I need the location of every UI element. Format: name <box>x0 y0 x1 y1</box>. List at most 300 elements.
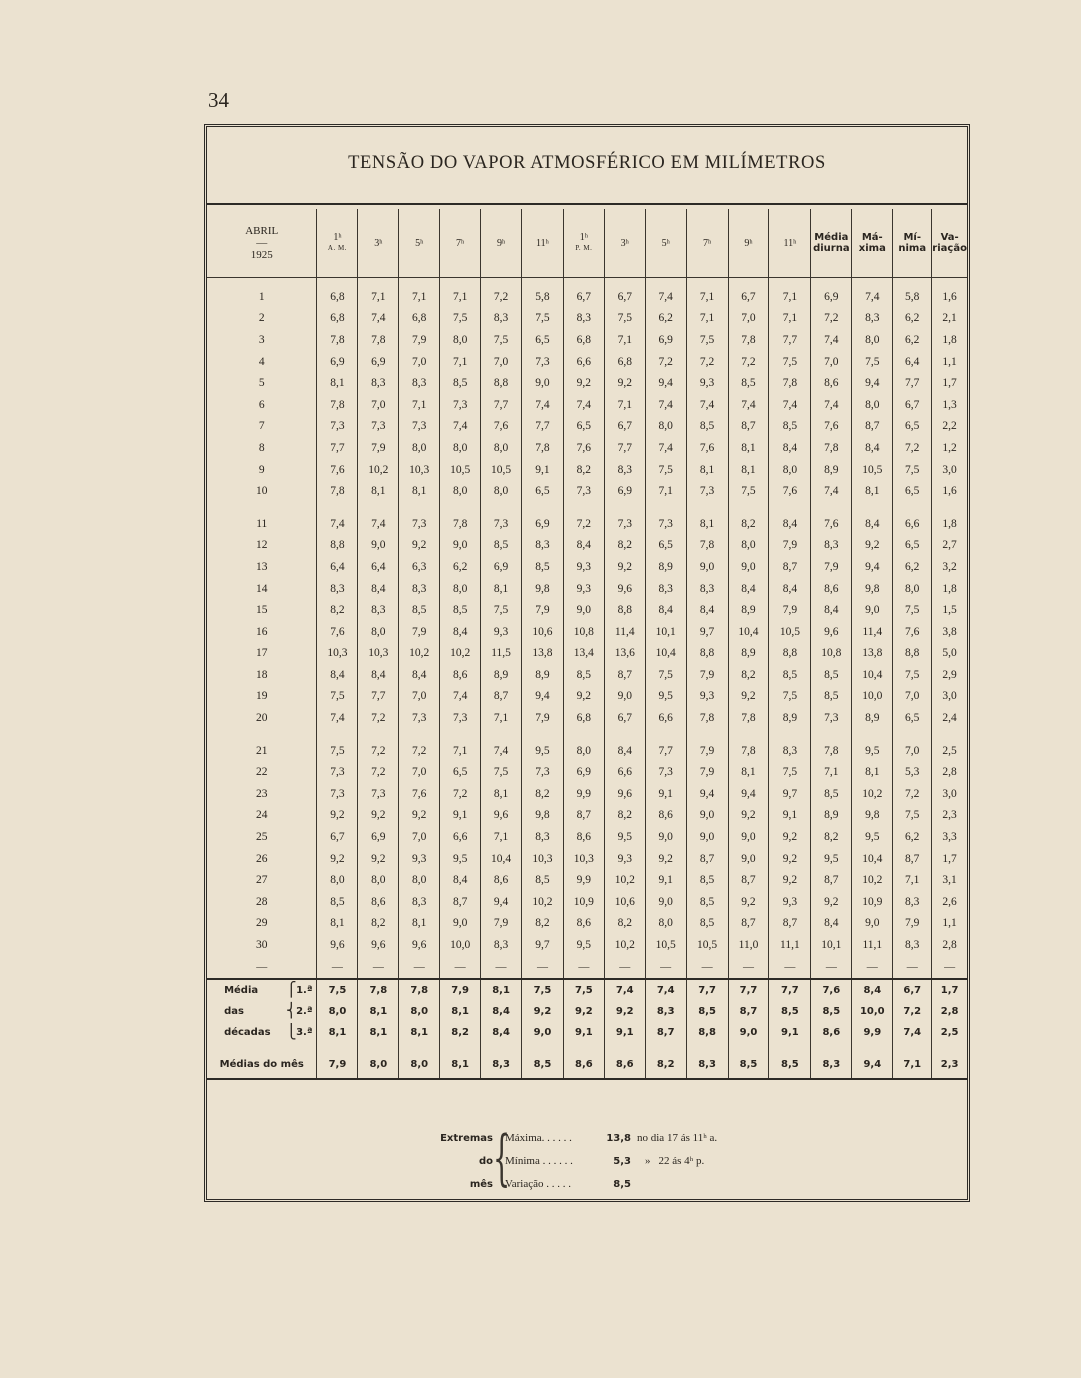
table-cell: 7,9 <box>769 535 811 557</box>
day-number: 25 <box>255 831 268 844</box>
spacer-cell <box>852 1043 893 1052</box>
table-cell: 8,0 <box>728 535 769 557</box>
table-cell: 9,9 <box>563 783 604 805</box>
spacer-cell <box>645 729 686 740</box>
extreme-variation-value: 8,5 <box>613 1179 631 1190</box>
table-cell: 9,1 <box>522 459 564 481</box>
table-cell: 6,5 <box>893 707 932 729</box>
table-cell: 7,2 <box>893 783 932 805</box>
table-cell: 7,5 <box>769 686 811 708</box>
table-cell: 8,7 <box>811 869 852 891</box>
table-cell: 8,0 <box>317 869 358 891</box>
stat-header-3 <box>893 209 932 278</box>
table-cell: 9,2 <box>317 805 358 827</box>
day-number: 9 <box>258 463 265 476</box>
table-cell: 7,2 <box>645 351 686 373</box>
table-row <box>207 869 967 891</box>
table-cell: 9,0 <box>645 826 686 848</box>
spacer-cell <box>728 729 769 740</box>
table-cell: 8,1 <box>481 783 522 805</box>
table-cell: 9,0 <box>852 599 893 621</box>
table-cell: 7,1 <box>481 707 522 729</box>
table-cell: 9,5 <box>852 826 893 848</box>
hour-header-1 <box>317 209 358 278</box>
table-row <box>207 513 967 535</box>
table-cell: 5,8 <box>522 286 564 308</box>
table-cell: 8,1 <box>440 1001 481 1022</box>
table-cell: 8,5 <box>811 664 852 686</box>
table-cell: 1,7 <box>932 979 967 1001</box>
table-cell: 9,1 <box>440 805 481 827</box>
table-cell: 8,6 <box>811 1022 852 1043</box>
table-cell: 6,8 <box>563 329 604 351</box>
dash-cell: — <box>399 956 440 979</box>
table-cell: 8,5 <box>686 1001 728 1022</box>
decade-ordinal: 3.ª <box>296 1026 313 1038</box>
table-cell: 7,2 <box>811 308 852 330</box>
table-cell: 9,0 <box>522 372 564 394</box>
brace-icon: { <box>493 1123 511 1193</box>
table-cell: 10,4 <box>852 664 893 686</box>
table-cell: 6,2 <box>893 556 932 578</box>
dash-cell: — <box>256 960 268 973</box>
table-cell: 8,7 <box>769 913 811 935</box>
table-cell: 7,8 <box>399 979 440 1001</box>
table-cell: 9,3 <box>686 372 728 394</box>
table-cell: 13,8 <box>522 643 564 665</box>
table-cell: 7,4 <box>604 979 645 1001</box>
table-cell: 8,5 <box>440 599 481 621</box>
table-cell: 7,8 <box>317 329 358 351</box>
spacer-cell <box>358 278 399 287</box>
day-number: 19 <box>255 690 268 703</box>
table-cell: 9,2 <box>811 891 852 913</box>
table-cell: 8,3 <box>811 535 852 557</box>
table-cell: 9,4 <box>686 783 728 805</box>
table-cell: 7,0 <box>481 351 522 373</box>
table-cell: 7,0 <box>399 826 440 848</box>
table-cell: 9,0 <box>728 556 769 578</box>
day-number: 23 <box>255 787 268 800</box>
hour-label: 9ʰ <box>744 237 753 249</box>
table-cell: 10,2 <box>604 934 645 956</box>
table-cell: 8,3 <box>563 308 604 330</box>
extremes-label <box>433 1127 493 1196</box>
table-cell: 8,8 <box>893 643 932 665</box>
brace-icon: ⎧ <box>286 982 297 999</box>
table-cell: 8,3 <box>317 578 358 600</box>
table-cell: 9,3 <box>563 556 604 578</box>
stat-header-text: Mí- <box>903 232 921 243</box>
hour-label: 5ʰ <box>661 237 670 249</box>
table-cell: 7,3 <box>399 707 440 729</box>
table-cell: 8,4 <box>769 513 811 535</box>
table-cell: 7,2 <box>358 740 399 762</box>
table-cell: 8,4 <box>563 535 604 557</box>
table-cell: 7,5 <box>893 664 932 686</box>
table-cell: 6,6 <box>645 707 686 729</box>
spacer-cell <box>852 729 893 740</box>
spacer-cell <box>686 278 728 287</box>
table-cell: 8,5 <box>522 556 564 578</box>
hour-header-11 <box>728 209 769 278</box>
table-cell: 8,0 <box>769 459 811 481</box>
day-number: 13 <box>255 560 268 573</box>
table-cell: 8,3 <box>645 578 686 600</box>
spacer-cell <box>399 1043 440 1052</box>
table-cell: 6,9 <box>563 761 604 783</box>
table-cell: 6,7 <box>563 286 604 308</box>
decade-label <box>207 1001 317 1022</box>
hour-header-4 <box>440 209 481 278</box>
table-cell: 8,1 <box>358 480 399 502</box>
table-row <box>207 416 967 438</box>
table-cell: 8,6 <box>563 913 604 935</box>
table-cell: 7,6 <box>893 621 932 643</box>
table-cell: 7,9 <box>522 599 564 621</box>
table-cell: 8,0 <box>645 913 686 935</box>
table-cell: 7,9 <box>358 437 399 459</box>
table-cell: 9,7 <box>769 783 811 805</box>
table-cell: 8,1 <box>686 459 728 481</box>
extreme-min-note: 22 ás 4ʰ p. <box>658 1155 705 1167</box>
table-cell: 8,6 <box>811 578 852 600</box>
table-cell: 9,2 <box>852 535 893 557</box>
table-cell: 8,0 <box>563 740 604 762</box>
table-cell: 8,9 <box>852 707 893 729</box>
spacer-cell <box>317 1043 358 1052</box>
table-cell: 7,0 <box>811 351 852 373</box>
day-number: 29 <box>255 917 268 930</box>
table-cell: 8,7 <box>604 664 645 686</box>
table-cell: 9,3 <box>604 848 645 870</box>
table-cell: 7,3 <box>399 416 440 438</box>
day-number: 28 <box>255 895 268 908</box>
table-cell: 7,2 <box>399 740 440 762</box>
dash-cell: — <box>645 956 686 979</box>
table-cell: 7,6 <box>399 783 440 805</box>
hour-header-12 <box>769 209 811 278</box>
spacer-cell <box>811 1043 852 1052</box>
table-cell: 1,7 <box>932 848 967 870</box>
table-cell: 7,4 <box>563 394 604 416</box>
table-cell: 8,7 <box>728 1001 769 1022</box>
table-cell: 8,9 <box>645 556 686 578</box>
table-cell: 7,0 <box>358 394 399 416</box>
table-cell: 10,3 <box>522 848 564 870</box>
table-cell: 7,9 <box>399 329 440 351</box>
table-cell: 9,3 <box>686 686 728 708</box>
spacer-cell <box>811 729 852 740</box>
table-cell: 9,1 <box>645 869 686 891</box>
table-cell: 9,6 <box>358 934 399 956</box>
table-cell: 9,2 <box>604 1001 645 1022</box>
table-cell: 8,3 <box>481 934 522 956</box>
table-cell: 6,2 <box>893 308 932 330</box>
table-row <box>207 934 967 956</box>
table-row <box>207 535 967 557</box>
table-cell: 8,0 <box>481 437 522 459</box>
spacer-cell <box>932 1043 967 1052</box>
table-cell: 8,0 <box>317 1001 358 1022</box>
table-cell: 7,7 <box>358 686 399 708</box>
table-cell: 7,1 <box>893 1052 932 1079</box>
table-cell: 5,8 <box>893 286 932 308</box>
decade-group-label: Média <box>224 984 259 996</box>
day-number: 2 <box>258 312 265 325</box>
table-cell: 9,4 <box>481 891 522 913</box>
table-cell: 10,3 <box>563 848 604 870</box>
table-cell: 9,3 <box>481 621 522 643</box>
table-cell: 8,4 <box>317 664 358 686</box>
hour-header-6 <box>522 209 564 278</box>
table-cell: 7,5 <box>317 740 358 762</box>
table-cell: 10,5 <box>852 459 893 481</box>
table-cell: 8,6 <box>645 805 686 827</box>
day-number: 26 <box>255 852 268 865</box>
table-cell: 7,9 <box>481 913 522 935</box>
table-cell: 9,2 <box>728 891 769 913</box>
spacer-cell <box>893 729 932 740</box>
hour-label: 1ʰ <box>579 232 588 243</box>
table-cell: 7,4 <box>317 707 358 729</box>
table-row <box>207 805 967 827</box>
table-cell: 1,1 <box>932 913 967 935</box>
hour-header-7 <box>563 209 604 278</box>
spacer-cell <box>604 278 645 287</box>
table-cell: 6,2 <box>893 329 932 351</box>
table-cell: 7,1 <box>440 740 481 762</box>
table-cell: 9,0 <box>645 891 686 913</box>
table-cell: 9,4 <box>645 372 686 394</box>
dash-cell: — <box>852 956 893 979</box>
table-cell: 10,5 <box>645 934 686 956</box>
table-row <box>207 308 967 330</box>
table-cell: 8,0 <box>399 1052 440 1079</box>
table-cell: 9,6 <box>399 934 440 956</box>
spacer-cell <box>317 502 358 513</box>
table-cell: 8,5 <box>728 372 769 394</box>
table-cell: 1,5 <box>932 599 967 621</box>
table-cell: 8,3 <box>399 578 440 600</box>
table-cell: 9,4 <box>852 372 893 394</box>
table-cell: 9,0 <box>728 848 769 870</box>
table-cell: 1,6 <box>932 480 967 502</box>
table-cell: 9,8 <box>852 805 893 827</box>
extreme-max-note: no dia 17 ás 11ʰ a. <box>637 1132 718 1144</box>
table-cell: 7,2 <box>728 351 769 373</box>
table-cell: 1,8 <box>932 578 967 600</box>
table-row <box>207 394 967 416</box>
day-number: 4 <box>258 355 265 368</box>
table-cell: 6,2 <box>440 556 481 578</box>
table-cell: 2,1 <box>932 308 967 330</box>
table-cell: 9,2 <box>604 372 645 394</box>
table-cell: 7,4 <box>811 329 852 351</box>
table-cell: 7,8 <box>686 707 728 729</box>
table-cell: 9,2 <box>769 826 811 848</box>
table-cell: 10,4 <box>645 643 686 665</box>
stat-header-2 <box>852 209 893 278</box>
table-cell: 8,7 <box>852 416 893 438</box>
table-cell: 8,2 <box>604 913 645 935</box>
table-cell: 7,3 <box>481 513 522 535</box>
spacer-cell <box>481 502 522 513</box>
table-cell: 7,0 <box>399 761 440 783</box>
table-cell: 8,4 <box>728 578 769 600</box>
table-cell: 7,4 <box>440 686 481 708</box>
extreme-max-label: Máxima. . . . . . <box>505 1132 572 1144</box>
table-cell: 7,4 <box>645 286 686 308</box>
table-cell: 7,7 <box>522 416 564 438</box>
table-cell: 7,3 <box>811 707 852 729</box>
spacer-cell <box>399 278 440 287</box>
table-cell: 8,0 <box>481 480 522 502</box>
table-cell: 6,5 <box>893 480 932 502</box>
table-row <box>207 891 967 913</box>
decade-group-label: décadas <box>224 1026 271 1038</box>
table-cell: 9,4 <box>852 556 893 578</box>
table-cell: 8,4 <box>811 599 852 621</box>
table-cell: 2,7 <box>932 535 967 557</box>
table-cell: 7,9 <box>686 664 728 686</box>
table-cell: 8,1 <box>481 979 522 1001</box>
decade-label <box>207 1022 317 1043</box>
table-cell: 8,3 <box>481 1052 522 1079</box>
table-cell: 7,2 <box>563 513 604 535</box>
table-cell: 8,0 <box>358 869 399 891</box>
hour-label: 11ʰ <box>783 237 797 249</box>
spacer-cell <box>686 1043 728 1052</box>
table-cell: 7,4 <box>645 979 686 1001</box>
spacer-cell <box>207 1043 317 1052</box>
year-label: 1925 <box>250 249 273 261</box>
table-cell: 7,4 <box>728 394 769 416</box>
table-cell: 7,3 <box>563 480 604 502</box>
table-cell: 9,8 <box>522 578 564 600</box>
table-cell: 7,8 <box>440 513 481 535</box>
table-cell: 7,9 <box>399 621 440 643</box>
extreme-min-label: Mínima . . . . . . <box>505 1155 573 1167</box>
table-cell: 8,3 <box>522 826 564 848</box>
table-cell: 7,8 <box>317 394 358 416</box>
table-cell: 8,6 <box>563 1052 604 1079</box>
table-cell: 8,7 <box>893 848 932 870</box>
stat-header-text: xima <box>858 243 886 254</box>
table-cell: 8,2 <box>645 1052 686 1079</box>
hour-header-8 <box>604 209 645 278</box>
table-cell: 9,0 <box>440 913 481 935</box>
spacer-cell <box>769 1043 811 1052</box>
spacer-cell <box>522 729 564 740</box>
table-cell: 13,6 <box>604 643 645 665</box>
table-cell: 8,1 <box>852 480 893 502</box>
dash-cell: — <box>563 956 604 979</box>
table-cell: 10,3 <box>317 643 358 665</box>
table-cell: 7,7 <box>769 979 811 1001</box>
spacer-cell <box>932 278 967 287</box>
spacer-cell <box>207 729 317 740</box>
table-cell: 9,0 <box>563 599 604 621</box>
table-cell: 8,5 <box>728 1052 769 1079</box>
dash-cell: — <box>358 956 399 979</box>
table-cell: 7,2 <box>481 286 522 308</box>
table-cell: 8,3 <box>358 372 399 394</box>
table-cell: 9,6 <box>604 578 645 600</box>
table-cell: 10,4 <box>852 848 893 870</box>
table-cell: 1,7 <box>932 372 967 394</box>
decade-row <box>207 1001 967 1022</box>
table-cell: 9,1 <box>563 1022 604 1043</box>
table-cell: 11,4 <box>604 621 645 643</box>
table-cell: 2,5 <box>932 740 967 762</box>
table-cell: 9,0 <box>604 686 645 708</box>
table-cell: 2,3 <box>932 805 967 827</box>
table-cell: 8,4 <box>852 437 893 459</box>
table-cell: 7,5 <box>645 459 686 481</box>
table-cell: 7,1 <box>604 329 645 351</box>
table-cell: 10,2 <box>358 459 399 481</box>
table-cell: 7,5 <box>686 329 728 351</box>
table-cell: 10,5 <box>686 934 728 956</box>
table-cell: 6,8 <box>563 707 604 729</box>
hour-label: 7ʰ <box>702 237 712 249</box>
table-cell: 7,3 <box>645 761 686 783</box>
brace-icon: ⎩ <box>286 1024 297 1041</box>
table-cell: 6,8 <box>317 286 358 308</box>
table-cell: 9,7 <box>522 934 564 956</box>
extremes-label-line1: Extremas <box>440 1133 493 1144</box>
table-row <box>207 913 967 935</box>
table-cell: 9,2 <box>522 1001 564 1022</box>
table-cell: 6,4 <box>893 351 932 373</box>
table-cell: 7,8 <box>728 707 769 729</box>
table-cell: 8,5 <box>769 1001 811 1022</box>
table-cell: 8,7 <box>686 848 728 870</box>
table-cell: 6,6 <box>893 513 932 535</box>
table-cell: 1,3 <box>932 394 967 416</box>
table-cell: 8,5 <box>317 891 358 913</box>
extreme-variation-label: Variação . . . . . <box>505 1178 571 1190</box>
table-cell: 7,1 <box>645 480 686 502</box>
table-cell: 8,1 <box>317 913 358 935</box>
spacer-cell <box>893 1043 932 1052</box>
table-cell: 7,1 <box>769 286 811 308</box>
header-row <box>207 209 967 278</box>
table-cell: 8,0 <box>399 1001 440 1022</box>
table-cell: 7,4 <box>317 513 358 535</box>
table-cell: 7,3 <box>645 513 686 535</box>
dash-cell: — <box>440 956 481 979</box>
table-row <box>207 372 967 394</box>
table-cell: 8,4 <box>399 664 440 686</box>
table-cell: 9,2 <box>563 372 604 394</box>
table-cell: 7,8 <box>358 979 399 1001</box>
table-cell: 8,7 <box>645 1022 686 1043</box>
table-cell: 9,5 <box>563 934 604 956</box>
day-number: 5 <box>258 377 265 390</box>
table-cell: 10,4 <box>728 621 769 643</box>
table-cell: 8,7 <box>728 416 769 438</box>
table-cell: 8,0 <box>893 578 932 600</box>
table-cell: 7,2 <box>358 761 399 783</box>
table-cell: 6,4 <box>358 556 399 578</box>
spacer-cell <box>728 502 769 513</box>
table-cell: 6,7 <box>728 286 769 308</box>
table-cell: 7,1 <box>399 286 440 308</box>
table-cell: 7,0 <box>728 308 769 330</box>
table-cell: 8,8 <box>481 372 522 394</box>
